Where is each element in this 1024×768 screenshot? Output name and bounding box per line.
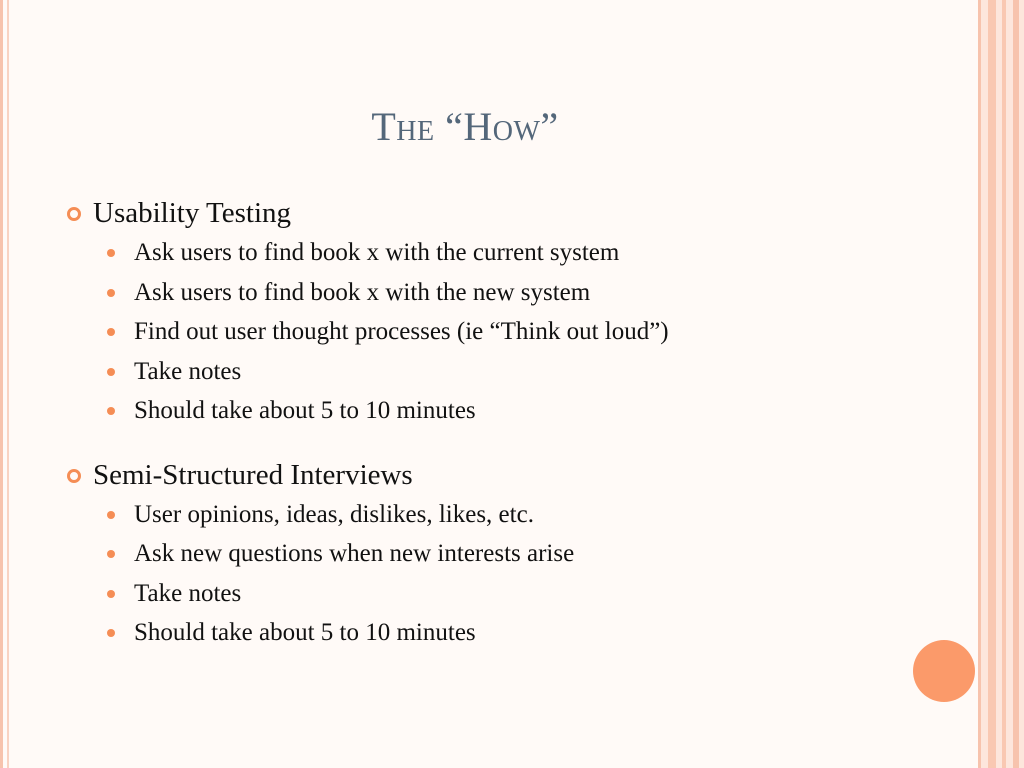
section-spacer <box>66 431 946 455</box>
list-item-text: Should take about 5 to 10 minutes <box>134 619 476 646</box>
list-item-text: Take notes <box>134 357 242 385</box>
dot-bullet-icon <box>107 328 115 336</box>
ring-bullet-icon <box>67 469 81 483</box>
list-item <box>66 273 946 313</box>
list-item <box>66 233 946 273</box>
list-item <box>66 495 946 535</box>
list-item <box>66 574 946 614</box>
right-border-stripe <box>1002 0 1006 768</box>
list-item-text: Should take about 5 to 10 minutes <box>134 397 476 424</box>
list-item-text: Ask users to find book x with the new system <box>134 278 591 306</box>
list-item <box>66 352 946 392</box>
dot-bullet-icon <box>107 368 115 376</box>
dot-bullet-icon <box>107 629 115 637</box>
slide-body <box>66 193 946 653</box>
list-item <box>66 312 946 352</box>
section-heading <box>66 455 946 495</box>
section-heading <box>66 193 946 233</box>
list-item-text: Ask users to find book x with the current system <box>134 239 620 266</box>
dot-bullet-icon <box>107 511 115 519</box>
dot-bullet-icon <box>107 289 115 297</box>
ring-bullet-icon <box>67 207 81 221</box>
dot-bullet-icon <box>107 249 115 257</box>
section-heading-text: Semi-Structured Interviews <box>93 458 413 491</box>
dot-bullet-icon <box>107 590 115 598</box>
list-item-text: Take notes <box>134 579 242 607</box>
list-item <box>66 613 946 653</box>
list-item-text: Find out user thought processes (ie “Think out loud”) <box>134 318 669 345</box>
list-item-text: User opinions, ideas, dislikes, likes, etc. <box>134 500 534 528</box>
right-border-stripe <box>1013 0 1019 768</box>
list-item <box>66 391 946 431</box>
right-border-stripe <box>988 0 996 768</box>
dot-bullet-icon <box>107 550 115 558</box>
section-heading-text: Usability Testing <box>93 197 292 229</box>
right-border-stripe <box>978 0 981 768</box>
slide-title: The “How” <box>371 104 559 149</box>
dot-bullet-icon <box>107 407 115 415</box>
list-item <box>66 534 946 574</box>
list-item-text: Ask new questions when new interests arise <box>134 540 575 567</box>
